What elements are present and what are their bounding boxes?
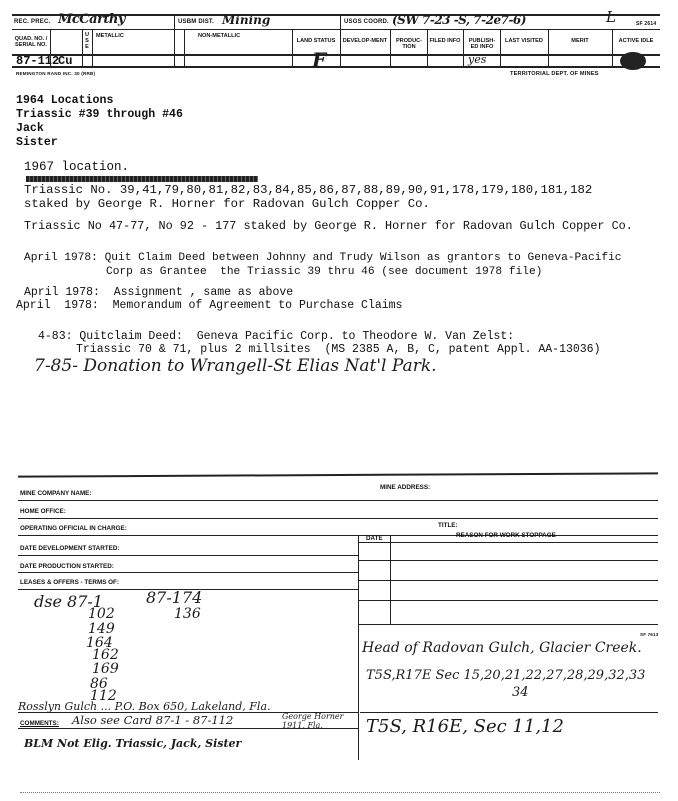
body-line-8: Triassic No 47-77, No 92 - 177 staked by George R. Horner for Radovan Gulch Copper Co. bbox=[24, 219, 633, 233]
leases-label: LEASES & OFFERS - TERMS OF: bbox=[20, 579, 120, 586]
metallic-value: Cu bbox=[58, 54, 73, 68]
hand-note-8: 169 bbox=[92, 661, 119, 677]
usgs-coord-label: USGS COORD. bbox=[344, 19, 389, 25]
body-line-12: April 1978: Memorandum of Agreement to Purchase Claims bbox=[16, 299, 403, 312]
filed-info-label: FILED INFO bbox=[429, 38, 461, 44]
body-line-7: staked by George R. Horner for Radovan Gulch Copper Co. bbox=[24, 197, 430, 211]
body-line-14: Triassic 70 & 71, plus 2 millsites (MS 2385 A, B, C, patent Appl. AA-13036) bbox=[76, 343, 601, 356]
body-line-5: 1967 location. bbox=[24, 160, 130, 174]
reason-label: REASON FOR WORK STOPPAGE bbox=[456, 532, 556, 539]
nonmetallic-label: NON-METALLIC bbox=[198, 33, 241, 39]
body-line-11: April 1978: Assignment , same as above bbox=[24, 286, 294, 299]
body-line-6: Triassic No. 39,41,79,80,81,82,83,84,85,86,87,88,89,90,91,178,179,180,181,182 bbox=[24, 183, 593, 197]
rec-prec-value: McCarthy bbox=[58, 12, 125, 27]
hand-note-9: 86 bbox=[90, 676, 108, 692]
merit-label: MERIT bbox=[571, 38, 589, 44]
printer-line: REMINGTON RAND INC. 30 (RRB) bbox=[16, 71, 96, 76]
usgs-coord-value: (SW 7-23 -S, 7-2e7-6) bbox=[392, 13, 526, 27]
hand-note-5: 149 bbox=[88, 621, 115, 637]
body-line-13: 4-83: Quitclaim Deed: Geneva Pacific Corp. to Theodore W. Van Zelst: bbox=[38, 330, 515, 343]
land-status-label: LAND STATUS bbox=[296, 38, 336, 44]
ink-blot bbox=[620, 52, 646, 70]
operating-official-label: OPERATING OFFICIAL IN CHARGE: bbox=[20, 525, 127, 532]
hand-note-17: T5S, R16E, Sec 11,12 bbox=[366, 716, 564, 737]
agency-name: TERRITORIAL DEPT. OF MINES bbox=[510, 71, 599, 77]
body-line-3: Jack bbox=[16, 122, 44, 135]
hand-note-12: T5S,R17E Sec 15,20,21,22,27,28,29,32,33 bbox=[366, 668, 646, 683]
active-idle-label: ACTIVE IDLE bbox=[618, 38, 654, 44]
form-code: SF 2614 bbox=[636, 21, 657, 27]
hand-note-11: Head of Radovan Gulch, Glacier Creek. bbox=[362, 640, 642, 656]
dev-started-label: DATE DEVELOPMENT STARTED: bbox=[20, 545, 120, 552]
quad-serial-value: 87-112 bbox=[16, 54, 60, 68]
mine-company-label: MINE COMPANY NAME: bbox=[20, 490, 92, 497]
hand-note-4: 136 bbox=[174, 606, 201, 622]
body-line-2: Triassic #39 through #46 bbox=[16, 108, 183, 121]
hand-note-14: Rosslyn Gulch ... P.O. Box 650, Lakeland, Fla. bbox=[18, 700, 271, 713]
land-status-value: F bbox=[312, 48, 327, 72]
strikeout-bar bbox=[26, 176, 258, 182]
last-visited-label: LAST VISITED bbox=[505, 38, 543, 44]
comments-label: COMMENTS: bbox=[20, 720, 59, 727]
metallic-label: METALLIC bbox=[96, 33, 124, 39]
body-line-15: 7-85- Donation to Wrangell-St Elias Nat'l Park. bbox=[34, 356, 437, 376]
publish-info-label: PUBLISH-ED INFO bbox=[468, 38, 496, 50]
scan-edge bbox=[20, 792, 660, 794]
rec-prec-label: REC. PREC. bbox=[14, 19, 51, 25]
development-label: DEVELOP-MENT bbox=[342, 38, 388, 44]
hand-note-15: Also see Card 87-1 - 87-112 bbox=[72, 713, 234, 727]
publish-value: yes bbox=[468, 53, 487, 66]
hand-note-16: George Horner 1911, Fla. bbox=[282, 712, 344, 730]
body-line-1: 1964 Locations bbox=[16, 94, 114, 107]
use-marks: U S E bbox=[84, 32, 90, 50]
small-code: SF 7613 bbox=[640, 632, 659, 637]
hand-note-6: 164 bbox=[86, 635, 113, 651]
date-label: DATE bbox=[366, 535, 383, 542]
production-label: PRODUC-TION bbox=[395, 38, 423, 50]
title-label: TITLE: bbox=[438, 522, 458, 529]
hand-note-13: 34 bbox=[512, 685, 529, 700]
page-mark: L bbox=[606, 8, 616, 26]
usbm-dist-value: Mining bbox=[222, 13, 271, 27]
hand-note-7: 162 bbox=[92, 647, 119, 663]
hand-note-10: 112 bbox=[90, 688, 117, 704]
body-line-4: Sister bbox=[16, 136, 58, 149]
prod-started-label: DATE PRODUCTION STARTED: bbox=[20, 563, 114, 570]
hand-note-1: dse 87-1 bbox=[34, 592, 103, 611]
home-office-label: HOME OFFICE: bbox=[20, 508, 66, 515]
mine-address-label: MINE ADDRESS: bbox=[380, 484, 431, 491]
hand-note-18: BLM Not Elig. Triassic, Jack, Sister bbox=[24, 737, 242, 750]
usbm-dist-label: USBM DIST. bbox=[178, 19, 215, 25]
body-line-10: Corp as Grantee the Triassic 39 thru 46 (see document 1978 file) bbox=[106, 266, 543, 278]
hand-note-2: 87-174 bbox=[146, 588, 203, 607]
hand-note-3: 102 bbox=[88, 606, 115, 622]
quad-serial-label: QUAD. NO. / SERIAL NO. bbox=[14, 36, 48, 48]
body-line-9: April 1978: Quit Claim Deed between Johnny and Trudy Wilson as grantors to Geneva-Pacific bbox=[24, 252, 622, 264]
